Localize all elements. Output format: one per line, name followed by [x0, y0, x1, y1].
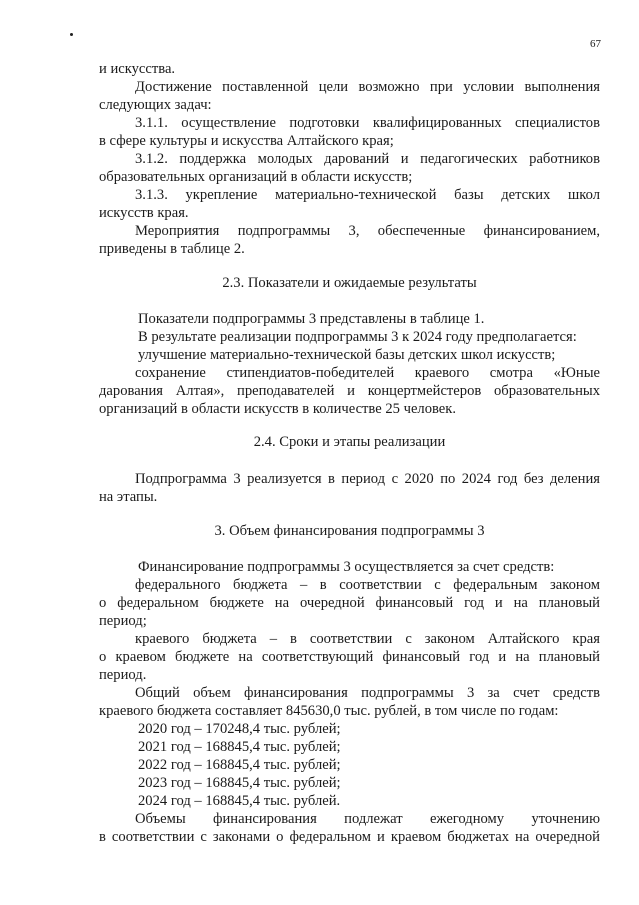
text-line: 2023 год – 168845,4 тыс. рублей; [138, 775, 341, 791]
section-heading: 2.4. Сроки и этапы реализации [253, 434, 446, 450]
page-number: 67 [590, 38, 601, 50]
text-line: организаций в области искусств в количестве 25 человек. [99, 401, 457, 417]
text-line: 2021 год – 168845,4 тыс. рублей; [138, 739, 341, 755]
text-line: дарования Алтая», преподавателей и концертмейстеров образовательных [99, 383, 600, 399]
text-line: о федеральном бюджете на очередной финансовый год и на плановый [99, 595, 600, 611]
text-line: 2024 год – 168845,4 тыс. рублей. [138, 793, 341, 809]
text-line: Общий объем финансирования подпрограммы 3 за счет средств [135, 685, 600, 701]
text-line: 3.1.3. укрепление материально-технической базы детских школ [135, 187, 600, 203]
text-line: образовательных организаций в области искусств; [99, 169, 413, 185]
text-line: Показатели подпрограммы 3 представлены в таблице 1. [138, 311, 485, 327]
text-line: искусств края. [99, 205, 189, 221]
text-line: 2022 год – 168845,4 тыс. рублей; [138, 757, 341, 773]
text-line: краевого бюджета – в соответствии с законом Алтайского края [135, 631, 600, 647]
text-line: краевого бюджета составляет 845630,0 тыс. рублей, в том числе по годам: [99, 703, 559, 719]
text-line: 2020 год – 170248,4 тыс. рублей; [138, 721, 341, 737]
text-line: и искусства. [99, 61, 176, 77]
section-heading: 2.3. Показатели и ожидаемые результаты [222, 275, 477, 291]
section-heading: 3. Объем финансирования подпрограммы 3 [214, 523, 485, 539]
text-line: сохранение стипендиатов-победителей краевого смотра «Юные [135, 365, 600, 381]
text-line: о краевом бюджете на соответствующий финансовый год и на плановый [99, 649, 600, 665]
text-line: Подпрограмма 3 реализуется в период с 2020 по 2024 год без деления [135, 471, 600, 487]
text-line: улучшение материально-технической базы детских школ искусств; [138, 347, 556, 363]
text-line: 3.1.2. поддержка молодых дарований и педагогических работников [135, 151, 600, 167]
text-line: 3.1.1. осуществление подготовки квалифицированных специалистов [135, 115, 600, 131]
text-line: в соответствии с законами о федеральном и краевом бюджетах на очередной [99, 829, 600, 845]
text-line: следующих задач: [99, 97, 212, 113]
text-line: Финансирование подпрограммы 3 осуществляется за счет средств: [138, 559, 555, 575]
text-line: федерального бюджета – в соответствии с федеральным законом [135, 577, 600, 593]
text-line: период; [99, 613, 147, 629]
text-line: на этапы. [99, 489, 158, 505]
text-line: период. [99, 667, 147, 683]
text-line: В результате реализации подпрограммы 3 к 2024 году предполагается: [138, 329, 577, 345]
text-line: Мероприятия подпрограммы 3, обеспеченные финансированием, [135, 223, 600, 239]
scan-speck [70, 33, 73, 36]
text-line: Достижение поставленной цели возможно при условии выполнения [135, 79, 600, 95]
text-line: в сфере культуры и искусства Алтайского края; [99, 133, 394, 149]
text-line: приведены в таблице 2. [99, 241, 245, 257]
text-line: Объемы финансирования подлежат ежегодному уточнению [135, 811, 600, 827]
